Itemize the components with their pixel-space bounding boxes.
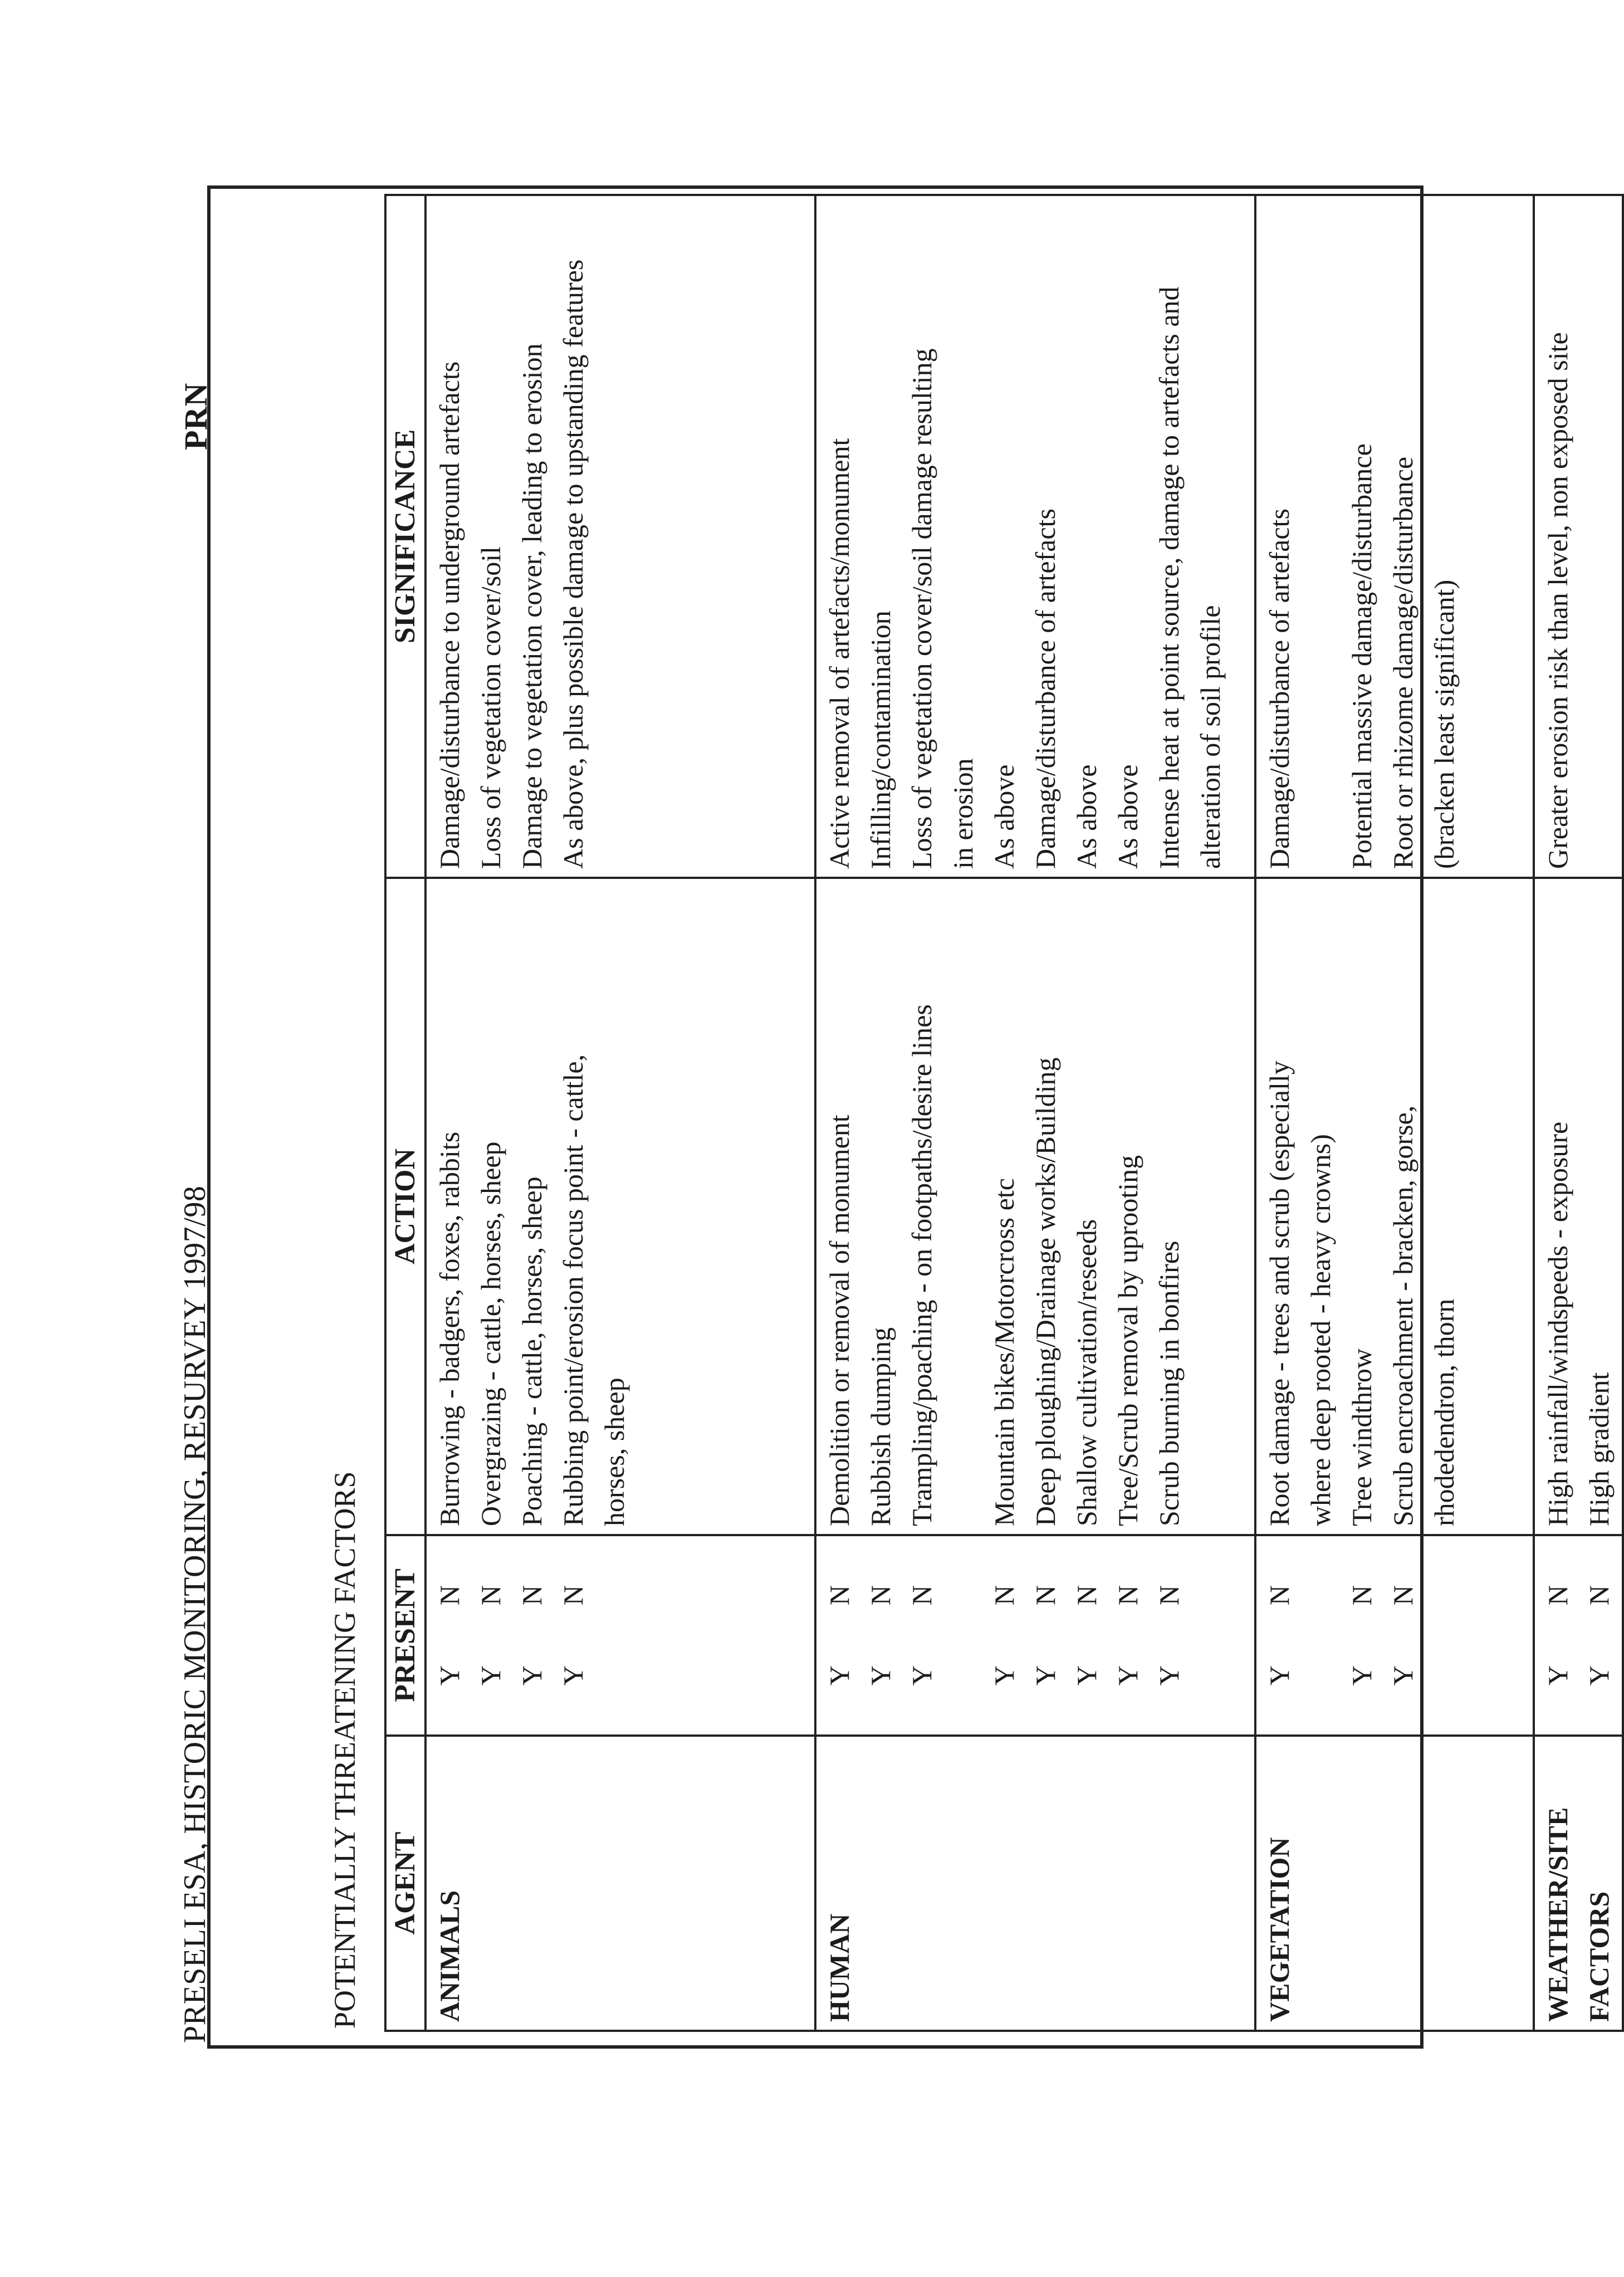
column-header-agent: AGENT	[385, 1736, 425, 2031]
significance-text: Damage/disturbance to underground artefacts	[434, 361, 465, 869]
action-text: Rubbish dumping	[865, 1327, 896, 1526]
agent-cell	[815, 1736, 1255, 2031]
present-values	[1341, 1544, 1382, 1727]
present-values	[511, 1544, 552, 1727]
action-cell	[1255, 878, 1534, 1535]
present-values	[1537, 1544, 1578, 1727]
action-text: Demolition or removal of monument	[824, 1115, 855, 1526]
agent-cell	[1255, 1736, 1534, 2031]
table-caption: POTENTIALLY THREATENING FACTORS	[328, 1471, 361, 2029]
present-yes: Y	[1071, 1665, 1102, 1686]
significance-text: Loss of vegetation cover/soil	[475, 546, 506, 869]
present-yes: Y	[434, 1665, 465, 1686]
present-yes: Y	[824, 1665, 855, 1686]
present-yes: Y	[475, 1665, 506, 1686]
significance-text: Potential massive damage/disturbance	[1346, 443, 1377, 869]
present-no: N	[516, 1585, 547, 1606]
action-text: horses, sheep	[599, 1377, 630, 1526]
present-no: N	[906, 1585, 937, 1606]
significance-text	[1578, 204, 1620, 869]
action-cell	[1534, 878, 1623, 1535]
present-no: N	[1153, 1585, 1185, 1606]
action-text: Root damage - trees and scrub (especially	[1264, 1061, 1295, 1526]
significance-text: Active removal of artefacts/monument	[824, 438, 855, 869]
significance-cell	[1255, 195, 1534, 878]
present-cell	[1534, 1535, 1623, 1736]
significance-text: Intense heat at point source, damage to artefacts and	[1153, 286, 1185, 869]
significance-text	[594, 204, 635, 869]
table-body	[425, 195, 1623, 2031]
column-header-significance: SIGNIFICANCE	[385, 195, 425, 878]
present-no: N	[1264, 1585, 1295, 1606]
significance-cell	[1534, 195, 1623, 878]
agent-label: ANIMALS	[434, 1890, 465, 2022]
prn-label: PRN	[178, 383, 214, 450]
present-no: N	[1583, 1585, 1615, 1606]
significance-text: Infilling/contamination	[865, 610, 896, 869]
significance-text: Damage/disturbance of artefacts	[1030, 509, 1061, 869]
agent-label: WEATHER/SITE	[1542, 1807, 1573, 2022]
action-text: Tree windthrow	[1346, 1348, 1377, 1526]
table-row	[425, 195, 815, 2031]
present-no: N	[475, 1585, 506, 1606]
present-no: N	[1071, 1585, 1102, 1606]
table-header-row	[385, 195, 425, 2031]
present-values	[1025, 1544, 1066, 1727]
significance-text: As above	[989, 764, 1020, 869]
present-no: N	[865, 1585, 896, 1606]
present-yes: Y	[1346, 1665, 1377, 1686]
present-no: N	[1542, 1585, 1573, 1606]
action-text: Tree/Scrub removal by uprooting	[1112, 1155, 1143, 1526]
significance-text	[1300, 204, 1341, 869]
significance-text: As above, plus possible damage to upstanding features	[557, 259, 589, 869]
agent-label: VEGETATION	[1264, 1837, 1295, 2022]
present-yes: Y	[1583, 1665, 1615, 1686]
column-header-present: PRESENT	[385, 1535, 425, 1736]
present-values	[819, 1544, 860, 1727]
table-row	[1255, 195, 1534, 2031]
significance-text: Damage/disturbance of artefacts	[1264, 509, 1295, 869]
present-no: N	[557, 1585, 589, 1606]
present-no: N	[434, 1585, 465, 1606]
present-yes: Y	[989, 1665, 1020, 1686]
table-row	[815, 195, 1255, 2031]
action-text: Deep ploughing/Drainage works/Building	[1030, 1057, 1061, 1526]
present-values	[1066, 1544, 1107, 1727]
significance-text: As above	[1112, 764, 1143, 869]
present-values	[1382, 1544, 1424, 1727]
action-text: Overgrazing - cattle, horses, sheep	[475, 1141, 506, 1526]
present-no: N	[824, 1585, 855, 1606]
present-values	[901, 1544, 942, 1727]
present-no: N	[1387, 1585, 1418, 1606]
present-yes: Y	[1387, 1665, 1418, 1686]
present-yes: Y	[1153, 1665, 1185, 1686]
present-yes: Y	[1112, 1665, 1143, 1686]
action-text: Rubbing point/erosion focus point - cattle,	[557, 1054, 589, 1526]
action-cell	[425, 878, 815, 1535]
table-frame	[207, 185, 1615, 2049]
present-yes: Y	[1264, 1665, 1295, 1686]
present-values	[1259, 1544, 1300, 1727]
present-yes: Y	[1030, 1665, 1061, 1686]
significance-text: Greater erosion risk than level, non exposed site	[1542, 332, 1573, 869]
action-text: Scrub encroachment - bracken, gorse,	[1387, 1105, 1418, 1526]
significance-cell	[815, 195, 1255, 878]
present-yes: Y	[516, 1665, 547, 1686]
significance-text: in erosion	[947, 758, 979, 869]
action-text: Mountain bikes/Motorcross etc	[989, 1178, 1020, 1526]
action-cell	[815, 878, 1255, 1535]
document-title: PRESELI ESA, HISTORIC MONITORING, RESURVEY 1997/98	[178, 1185, 212, 2043]
significance-text: (bracken least significant)	[1429, 579, 1460, 869]
present-cell	[1255, 1535, 1534, 1736]
action-text: Poaching - cattle, horses, sheep	[516, 1176, 547, 1526]
significance-text: As above	[1071, 764, 1102, 869]
present-no: N	[1112, 1585, 1143, 1606]
threatening-factors-table	[384, 194, 1624, 2032]
present-values	[470, 1544, 511, 1727]
action-text: Shallow cultivation/reseeds	[1071, 1219, 1102, 1526]
action-text: Scrub burning in bonfires	[1153, 1240, 1185, 1526]
present-yes: Y	[865, 1665, 896, 1686]
present-yes: Y	[557, 1665, 589, 1686]
significance-text: Damage to vegetation cover, leading to erosion	[516, 343, 547, 869]
action-text: Trampling/poaching - on footpaths/desire lines	[906, 1004, 937, 1526]
present-no: N	[989, 1585, 1020, 1606]
agent-cell	[1534, 1736, 1623, 2031]
present-no: N	[1030, 1585, 1061, 1606]
present-values	[552, 1544, 594, 1727]
present-cell	[815, 1535, 1255, 1736]
significance-cell	[425, 195, 815, 878]
present-values	[1578, 1544, 1620, 1727]
action-text: where deep rooted - heavy crowns)	[1305, 1134, 1336, 1526]
present-values	[429, 1544, 470, 1727]
significance-text: alteration of soil profile	[1195, 605, 1226, 869]
present-yes: Y	[1542, 1665, 1573, 1686]
column-header-action: ACTION	[385, 878, 425, 1535]
present-cell	[425, 1535, 815, 1736]
present-values	[1107, 1544, 1148, 1727]
present-yes: Y	[906, 1665, 937, 1686]
action-text: rhodedendron, thorn	[1429, 1298, 1460, 1526]
significance-text: Loss of vegetation cover/soil damage resulting	[906, 348, 937, 869]
action-text: High gradient	[1583, 1372, 1615, 1526]
present-no: N	[1346, 1585, 1377, 1606]
table-row	[1534, 195, 1623, 2031]
present-values	[1148, 1544, 1190, 1727]
agent-label: FACTORS	[1583, 1891, 1615, 2022]
action-text: High rainfall/windspeeds - exposure	[1542, 1121, 1573, 1526]
present-values	[984, 1544, 1025, 1727]
agent-label: HUMAN	[824, 1913, 855, 2022]
action-text	[1190, 887, 1231, 1526]
agent-cell	[425, 1736, 815, 2031]
action-text: Burrowing - badgers, foxes, rabbits	[434, 1131, 465, 1526]
significance-text: Root or rhizome damage/disturbance	[1387, 456, 1418, 869]
action-text	[942, 887, 984, 1526]
present-values	[860, 1544, 901, 1727]
